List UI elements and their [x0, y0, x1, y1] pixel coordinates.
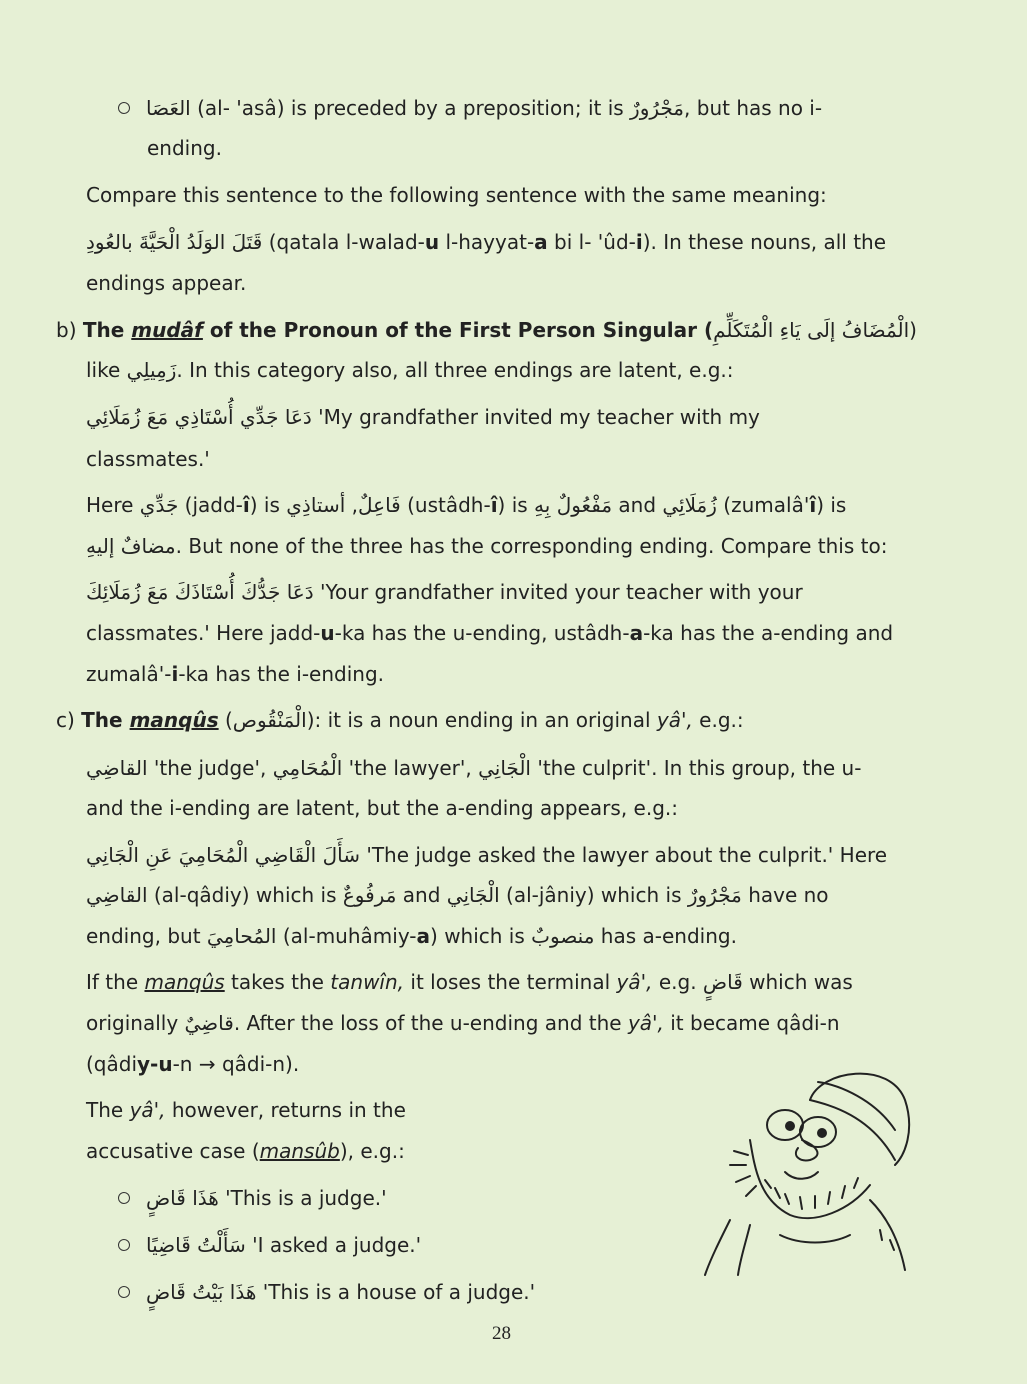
- text-line: The yâ', however, returns in the: [86, 1098, 406, 1122]
- text-line: ending.: [147, 136, 222, 160]
- text-line: القاضِي (al-qâdiy) which is مَرفُوعٌ and الْجَانِي (al-jâniy) which is مَجْرُورٌ have no: [86, 883, 829, 907]
- text-line: Compare this sentence to the following sentence with the same meaning:: [86, 183, 827, 207]
- bullet-icon: [118, 1286, 130, 1298]
- text-line: zumalâ'-i-ka has the i-ending.: [86, 662, 384, 686]
- section-heading-b: b) The mudâf of the Pronoun of the First Person Singular (الْمُضَافُ إلَى يَاءِ الْمُتَكَلِّمِ): [56, 318, 917, 342]
- text-line: and the i-ending are latent, but the a-ending appears, e.g.:: [86, 796, 678, 820]
- text-line: If the manqûs takes the tanwîn, it loses the terminal yâ', e.g. قَاضٍ which was: [86, 970, 853, 994]
- text: , but has no i-: [684, 96, 823, 120]
- section-heading-c: c) The manqûs (الْمَنْقُوص): it is a noun ending in an original yâ', e.g.:: [56, 708, 744, 732]
- text-line: classmates.': [86, 447, 210, 471]
- text-line: مضافٌ إليهِ. But none of the three has the corresponding ending. Compare this to:: [86, 534, 888, 558]
- text-line: classmates.' Here jadd-u-ka has the u-ending, ustâdh-a-ka has the a-ending and: [86, 621, 894, 645]
- bullet-icon: [118, 102, 130, 114]
- bullet-icon: [118, 1192, 130, 1204]
- bullet-item-4: هَذَا بَيْتُ قَاضٍ 'This is a house of a judge.': [118, 1278, 535, 1306]
- cartoon-sheikh-icon: [690, 1060, 930, 1280]
- bullet-item-1: [118, 94, 822, 122]
- text-line: ending, but المُحامِيَ (al-muhâmiy-a) which is منصوبٌ has a-ending.: [86, 924, 737, 948]
- text-line: (qâdiy-u-n → qâdi-n).: [86, 1052, 300, 1076]
- text-line: دَعَا جَدِّي أُسْتَاذِي مَعَ زُمَلَائِي 'My grandfather invited my teacher with my: [86, 405, 760, 429]
- text-line: دَعَا جَدُّكَ أُسْتَاذَكَ مَعَ زُمَلَائِكَ 'Your grandfather invited your teacher with your: [86, 580, 803, 604]
- arabic-text: مَجْرُورٌ: [630, 96, 685, 120]
- bullet-item-2: هَذَا قَاضٍ 'This is a judge.': [118, 1184, 387, 1212]
- text-line: endings appear.: [86, 271, 247, 295]
- text-line: قَتَلَ الوَلَدُ الْحَيَّةَ بالعُودِ (qatala l-walad-u l-hayyat-a bi l- 'ûd-i). In these nouns, all the: [86, 230, 887, 254]
- page-number: 28: [492, 1323, 511, 1344]
- text: (al- 'asâ) is preceded by a preposition; it is: [190, 96, 631, 120]
- text-line: القاضِي 'the judge', الْمُحَامِي 'the lawyer', الْجَانِي 'the culprit'. In this group, the u-: [86, 756, 862, 780]
- text-line: originally قاضِيٌ. After the loss of the u-ending and the yâ', it became qâdi-n: [86, 1011, 840, 1035]
- text-line: accusative case (mansûb), e.g.:: [86, 1139, 405, 1163]
- bullet-item-3: سَأَلْتُ قَاضِيًا 'I asked a judge.': [118, 1231, 421, 1259]
- arabic-text: العَصَا: [146, 96, 191, 120]
- text-line: سَأَلَ الْقَاضِي الْمُحَامِيَ عَنِ الْجَانِي 'The judge asked the lawyer about the culprit.' Here: [86, 843, 888, 867]
- bullet-icon: [118, 1239, 130, 1251]
- text-line: Here جَدِّي (jadd-î) is فَاعِلٌ, أستاذِي (ustâdh-î) is مَفْعُولٌ بِهِ and زُمَلَائِي (zumalâ'î) is: [86, 493, 847, 517]
- text-line: like زَمِيلِي. In this category also, all three endings are latent, e.g.:: [86, 358, 734, 382]
